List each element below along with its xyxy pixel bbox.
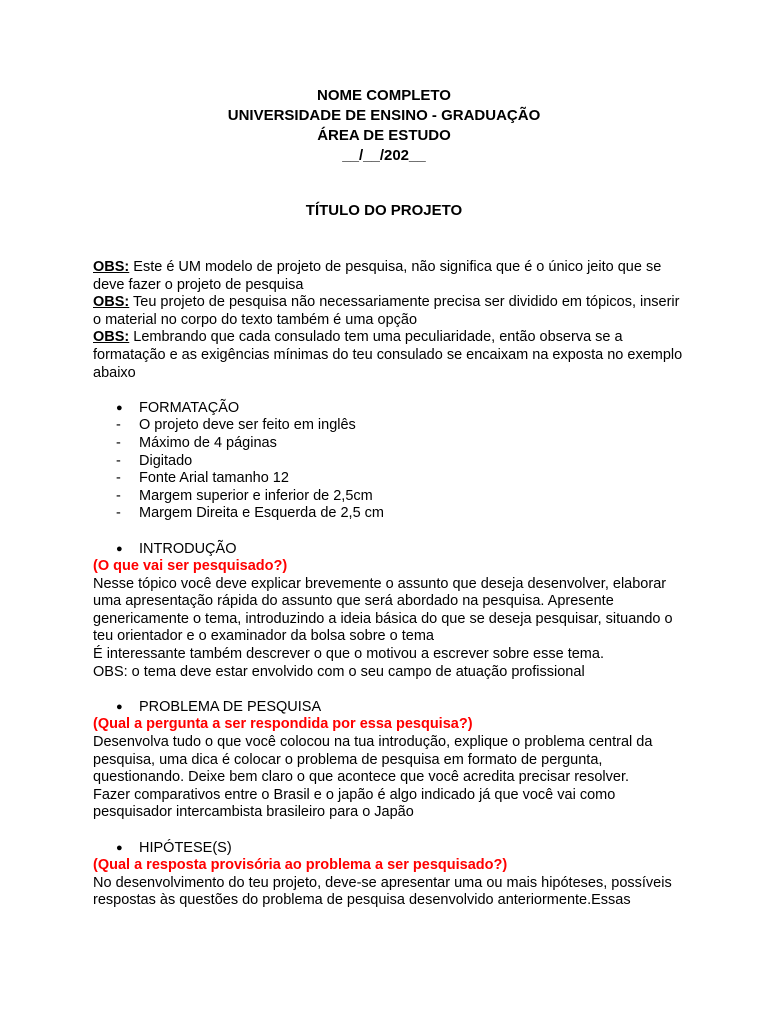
obs-note-3 — [93, 329, 683, 347]
list-item-text: Digitado — [139, 452, 193, 469]
bullet-icon: ● — [116, 401, 123, 414]
paragraph-line: pesquisador intercambista brasileiro para o Japão — [93, 804, 414, 821]
section-heading-formatting — [93, 400, 683, 418]
section-heading-problem — [93, 699, 683, 717]
paragraph-line: Nesse tópico você deve explicar brevemente o assunto que deseja desenvolver, elaborar — [93, 575, 667, 592]
project-title: TÍTULO DO PROJETO — [305, 202, 463, 219]
section-heading-label: FORMATAÇÃO — [139, 399, 240, 416]
section-question: (Qual a resposta provisória ao problema a ser pesquisado?) — [93, 857, 508, 874]
section-question: (O que vai ser pesquisado?) — [93, 558, 288, 575]
dash-icon: - — [116, 505, 121, 522]
list-item — [93, 453, 683, 471]
university-line: UNIVERSIDADE DE ENSINO - GRADUAÇÃO — [227, 107, 541, 124]
paragraph-line: pesquisa, uma dica é colocar o problema de pesquisa em formato de pergunta, — [93, 751, 603, 768]
dash-icon: - — [116, 417, 121, 434]
list-item — [93, 435, 683, 453]
dash-icon: - — [116, 434, 121, 451]
obs-text-cont: abaixo — [93, 364, 136, 381]
study-area: ÁREA DE ESTUDO — [317, 127, 451, 144]
list-item — [93, 417, 683, 435]
paragraph-line: uma apresentação rápida do assunto que será abordado na pesquisa. Apresente — [93, 593, 614, 610]
dash-icon: - — [116, 470, 121, 487]
list-item — [93, 505, 683, 523]
date-line: __/__/202__ — [342, 147, 426, 164]
obs-label: OBS: — [93, 294, 130, 311]
obs-text: Lembrando que cada consulado tem uma peculiaridade, então observa se a — [129, 329, 623, 346]
list-item-text: Máximo de 4 páginas — [139, 434, 277, 451]
list-item-text: Fonte Arial tamanho 12 — [139, 470, 289, 487]
list-item — [93, 488, 683, 506]
bullet-icon: ● — [116, 841, 123, 854]
obs-text: Teu projeto de pesquisa não necessariamente precisa ser dividido em tópicos, inserir — [129, 294, 680, 311]
obs-text-cont: deve fazer o projeto de pesquisa — [93, 276, 304, 293]
paragraph-line: Fazer comparativos entre o Brasil e o japão é algo indicado já que você vai como — [93, 786, 616, 803]
obs-text-cont: o material no corpo do texto também é uma opção — [93, 311, 418, 328]
section-question: (Qual a pergunta a ser respondida por essa pesquisa?) — [93, 716, 473, 733]
bullet-icon: ● — [116, 700, 123, 713]
dash-icon: - — [116, 487, 121, 504]
paragraph-line: teu orientador e o examinador da bolsa sobre o tema — [93, 628, 434, 645]
paragraph-line: questionando. Deixe bem claro o que acontece que você acredita precisar resolver. — [93, 769, 630, 786]
paragraph-line: Desenvolva tudo o que você colocou na tua introdução, explique o problema central da — [93, 734, 653, 751]
paragraph-line: respostas às questões do problema de pesquisa desenvolvido anteriormente.Essas — [93, 892, 631, 909]
obs-label: OBS: — [93, 329, 130, 346]
paragraph-line: genericamente o tema, introduzindo a ideia básica do que se deseja pesquisar, situando o — [93, 610, 673, 627]
paragraph-line: OBS: o tema deve estar envolvido com o seu campo de atuação profissional — [93, 663, 585, 680]
obs-text: Este é UM modelo de projeto de pesquisa, não significa que é o único jeito que se — [129, 259, 662, 275]
list-item — [93, 470, 683, 488]
obs-text-cont: formatação e as exigências mínimas do teu consulado se encaixam na exposta no exemplo — [93, 346, 683, 363]
section-heading-introduction — [93, 541, 683, 559]
section-heading-hypothesis — [93, 840, 683, 858]
list-item-text: O projeto deve ser feito em inglês — [139, 417, 356, 434]
obs-note-2 — [93, 294, 683, 312]
bullet-icon: ● — [116, 542, 123, 555]
obs-note-1 — [93, 259, 683, 277]
list-item-text: Margem superior e inferior de 2,5cm — [139, 487, 373, 504]
paragraph-line: É interessante também descrever o que o motivou a escrever sobre esse tema. — [93, 646, 604, 663]
section-heading-label: HIPÓTESE(S) — [139, 839, 232, 856]
paragraph-line: No desenvolvimento do teu projeto, deve-se apresentar uma ou mais hipóteses, possíveis — [93, 874, 672, 891]
document-header — [0, 86, 768, 166]
obs-label: OBS: — [93, 259, 130, 275]
section-heading-label: PROBLEMA DE PESQUISA — [139, 698, 322, 715]
dash-icon: - — [116, 452, 121, 469]
list-item-text: Margem Direita e Esquerda de 2,5 cm — [139, 505, 384, 522]
author-name: NOME COMPLETO — [317, 87, 451, 104]
section-heading-label: INTRODUÇÃO — [139, 540, 237, 557]
document-body — [93, 259, 683, 910]
